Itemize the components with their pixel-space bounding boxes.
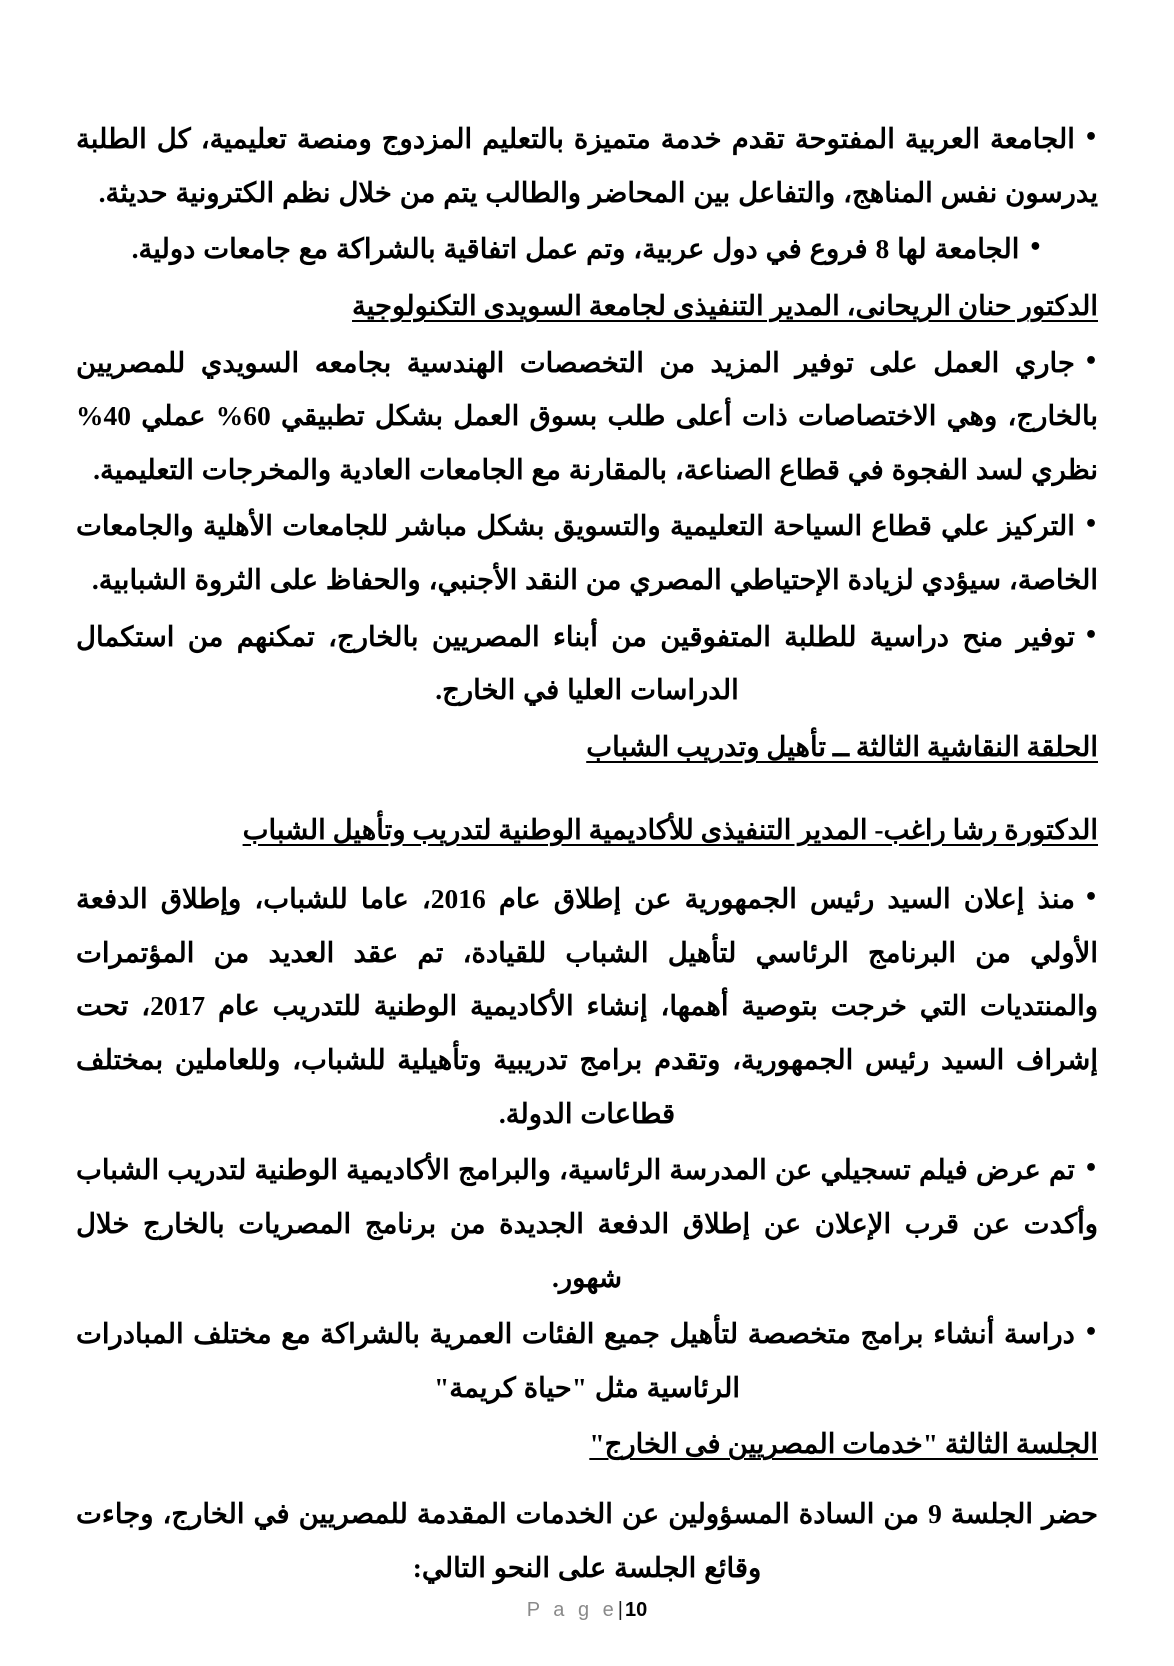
page-content — [76, 112, 1098, 1597]
section-heading-text: الدكتورة رشا راغب- المدير التنفيذى للأكاديمية الوطنية لتدريب وتأهيل الشباب — [242, 813, 1098, 845]
bullet-icon: • — [1083, 885, 1098, 911]
list-item — [76, 499, 1098, 606]
list-item-text: منذ إعلان السيد رئيس الجمهورية عن إطلاق عام 2016، عاما للشباب، وإطلاق الدفعة الأولي من البرنامج الرئاسي لتأهيل الشباب للقيادة، تم عقد العديد من المؤتمرات والمنتديات التي خرجت بتوصية أهمها، إنشاء الأكاديمية الوطنية للتدريب عام 2017، تحت إشراف السيد رئيس الجمهورية، وتقدم برامج تدريبية وتأهيلية للشباب، وللعاملين بمختلف قطاعات الدولة. — [76, 883, 1099, 1129]
list-item — [76, 1143, 1098, 1304]
list-item — [76, 872, 1098, 1140]
bullet-icon: • — [1083, 348, 1098, 374]
bullet-icon: • — [1083, 512, 1098, 538]
section-heading-text: الجلسة الثالثة "خدمات المصريين فى الخارج" — [589, 1428, 1098, 1460]
section-heading-text: الحلقة النقاشية الثالثة ــ تأهيل وتدريب الشباب — [586, 730, 1098, 762]
list-item-text: الجامعة لها 8 فروع في دول عربية، وتم عمل اتفاقية بالشراكة مع جامعات دولية. — [131, 233, 1020, 265]
section-heading — [76, 279, 1098, 333]
list-item-text: الجامعة العربية المفتوحة تقدم خدمة متميزة بالتعليم المزدوج ومنصة تعليمية، كل الطلبة يدرسون نفس المناهج، والتفاعل بين المحاضر والطالب يتم من خلال نظم الكترونية حديثة. — [76, 123, 1098, 208]
list-item — [76, 336, 1098, 497]
list-item-text: التركيز علي قطاع السياحة التعليمية والتسويق بشكل مباشر للجامعات الأهلية والجامعات الخاصة، سيؤدي لزيادة الإحتياطي المصري من النقد الأجنبي، والحفاظ على الثروة الشبابية. — [76, 510, 1098, 595]
bullet-icon: • — [1083, 1156, 1098, 1182]
bullet-icon: • — [1083, 1320, 1098, 1346]
body-paragraph: حضر الجلسة 9 من السادة المسؤولين عن الخدمات المقدمة للمصريين في الخارج، وجاءت وقائع الجلسة على النحو التالي: — [76, 1498, 1098, 1583]
section-heading — [76, 720, 1098, 774]
spacer — [76, 1474, 1098, 1487]
section-heading — [76, 803, 1098, 857]
section-heading — [76, 1417, 1098, 1471]
list-item-text: تم عرض فيلم تسجيلي عن المدرسة الرئاسية، والبرامج الأكاديمية الوطنية لتدريب الشباب وأكدت عن قرب الإعلان عن إطلاق الدفعة الجديدة من برنامج المصريات بالخارج خلال شهور. — [76, 1154, 1098, 1293]
bullet-icon: • — [1083, 125, 1098, 151]
list-item — [76, 112, 1098, 219]
list-item-text: توفير منح دراسية للطلبة المتفوقين من أبناء المصريين بالخارج، تمكنهم من استكمال الدراسات العليا في الخارج. — [76, 620, 1075, 706]
page-footer — [0, 1599, 1174, 1622]
bullet-icon: • — [1083, 622, 1098, 648]
footer-page-number: 10 — [624, 1599, 648, 1621]
spacer — [76, 859, 1098, 872]
list-item-text: جاري العمل على توفير المزيد من التخصصات الهندسية بجامعه السويدي للمصريين بالخارج، وهي الاختصاصات ذات أعلى طلب بسوق العمل بشكل تطبيقي 60% عملي 40% نظري لسد الفجوة في قطاع الصناعة، بالمقارنة مع الجامعات العادية والمخرجات التعليمية. — [76, 346, 1098, 485]
footer-page-label: P a g e — [526, 1599, 618, 1621]
section-heading-text: الدكتور حنان الريحانى، المدير التنفيذى لجامعة السويدى التكنولوجية — [352, 289, 1098, 321]
footer-separator: | — [617, 1599, 623, 1621]
list-item — [76, 610, 1098, 717]
list-item-text: دراسة أنشاء برامج متخصصة لتأهيل جميع الفئات العمرية بالشراكة مع مختلف المبادرات الرئاسية مثل "حياة كريمة" — [76, 1318, 1075, 1403]
list-item — [76, 222, 1098, 276]
list-item — [76, 1307, 1098, 1414]
bullet-icon: • — [1028, 235, 1043, 261]
spacer — [76, 777, 1098, 803]
